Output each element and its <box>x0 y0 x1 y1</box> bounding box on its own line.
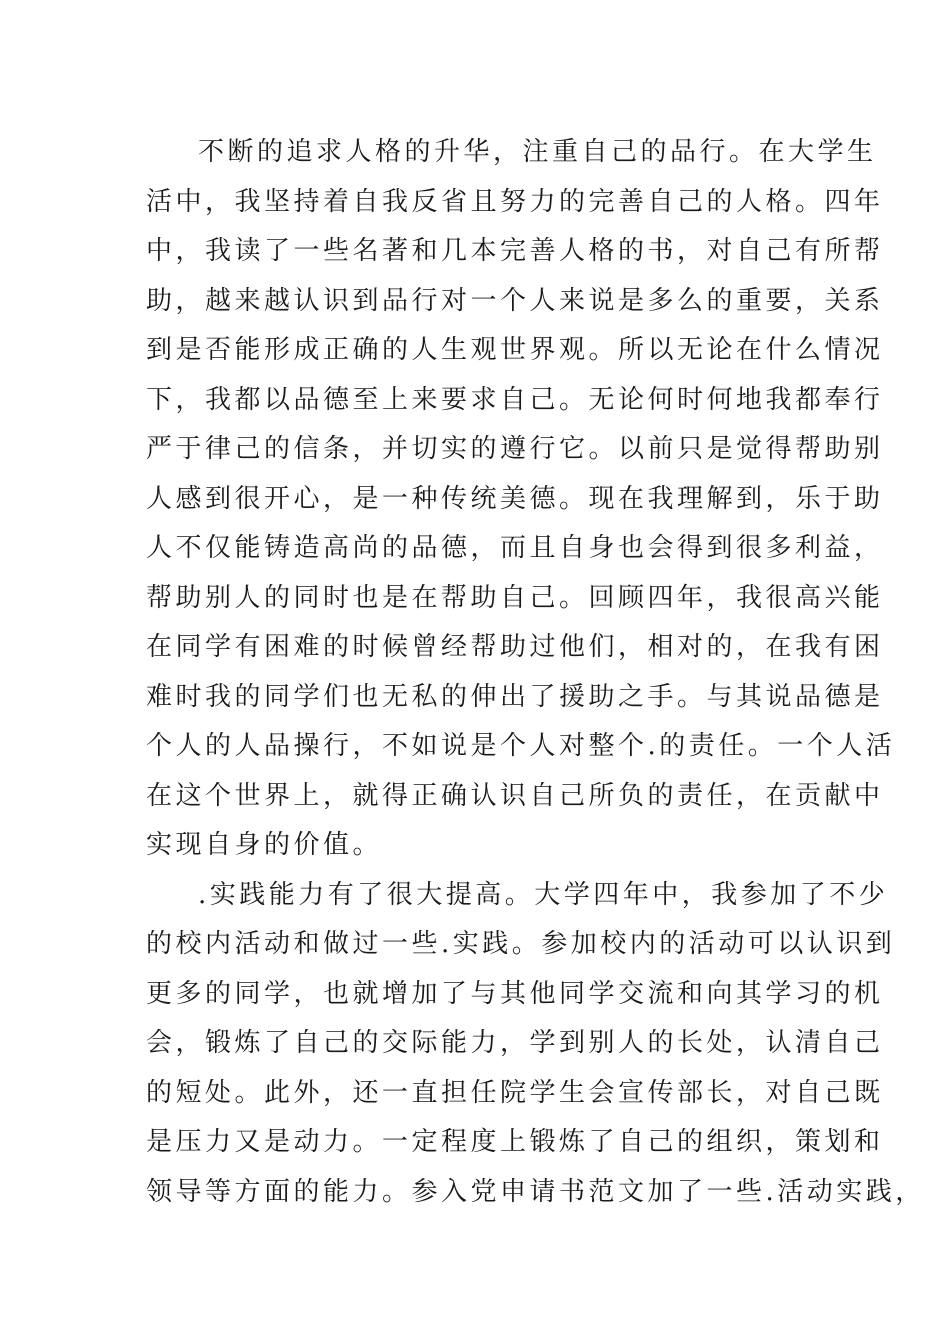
text-line: 人感到很开心，是一种传统美德。现在我理解到，乐于助 <box>146 483 884 514</box>
text-line: .实践能力有了很大提高。大学四年中，我参加了不少 <box>198 879 889 910</box>
text-line: 个人的人品操行，不如说是个人对整个.的责任。一个人活 <box>146 731 896 761</box>
text-line: 中，我读了一些名著和几本完善人格的书，对自己有所帮 <box>146 236 884 266</box>
text-line: 在这个世界上，就得正确认识自己所负的责任，在贡献中 <box>146 780 884 811</box>
text-line: 严于律己的信条，并切实的遵行它。以前只是觉得帮助别 <box>146 434 884 464</box>
text-line: 是压力又是动力。一定程度上锻炼了自己的组织，策划和 <box>146 1127 884 1157</box>
text-line: 的校内活动和做过一些.实践。参加校内的活动可以认识到 <box>146 929 896 959</box>
text-line: 难时我的同学们也无私的伸出了援助之手。与其说品德是 <box>146 681 884 712</box>
text-line: 下，我都以品德至上来要求自己。无论何时何地我都奉行 <box>146 384 884 415</box>
paragraph-practice <box>146 871 925 1218</box>
text-line: 会，锻炼了自己的交际能力，学到别人的长处，认清自己 <box>146 1028 884 1058</box>
text-line: 实现自身的价值。 <box>146 830 383 860</box>
text-line: 不断的追求人格的升华，注重自己的品行。在大学生 <box>198 137 877 167</box>
paragraph-character <box>146 128 896 871</box>
text-line: 在同学有困难的时候曾经帮助过他们，相对的，在我有困 <box>146 632 884 662</box>
document-body <box>146 128 925 1217</box>
text-line: 人不仅能铸造高尚的品德，而且自身也会得到很多利益， <box>146 533 884 563</box>
text-line: 领导等方面的能力。参入党申请书范文加了一些.活动实践， <box>146 1176 925 1207</box>
text-line: 到是否能形成正确的人生观世界观。所以无论在什么情况 <box>146 335 884 365</box>
text-line: 活中，我坚持着自我反省且努力的完善自己的人格。四年 <box>146 186 884 217</box>
text-line: 的短处。此外，还一直担任院学生会宣传部长，对自己既 <box>146 1077 884 1108</box>
text-line: 帮助别人的同时也是在帮助自己。回顾四年，我很高兴能 <box>146 582 884 613</box>
text-line: 助，越来越认识到品行对一个人来说是多么的重要，关系 <box>146 285 884 316</box>
text-line: 更多的同学，也就增加了与其他同学交流和向其学习的机 <box>146 978 884 1009</box>
